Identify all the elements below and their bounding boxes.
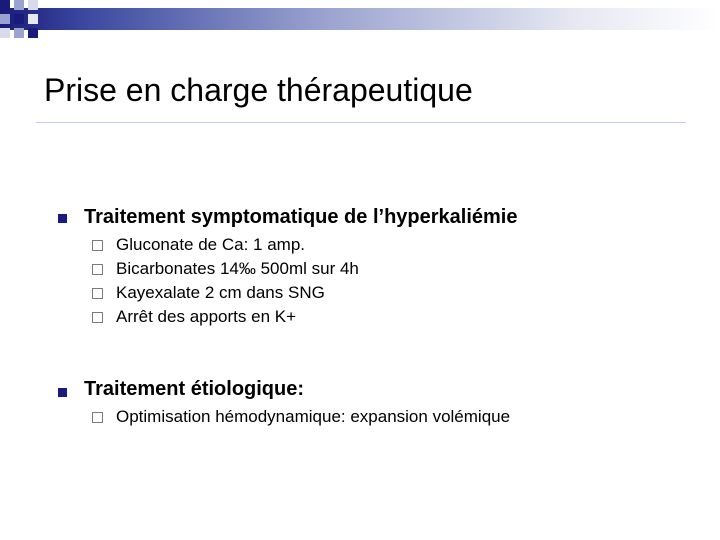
list-item: Arrêt des apports en K+ bbox=[116, 307, 297, 326]
checkbox-bullet-icon bbox=[92, 240, 103, 251]
checkbox-bullet-icon bbox=[92, 264, 103, 275]
list-item: Gluconate de Ca: 1 amp. bbox=[116, 235, 306, 254]
square-bullet-icon bbox=[58, 214, 67, 223]
list-item: Kayexalate 2 cm dans SNG bbox=[116, 283, 325, 302]
section-heading: Traitement étiologique: bbox=[84, 378, 305, 400]
square-bullet-icon bbox=[58, 388, 67, 397]
section-heading: Traitement symptomatique de l’hyperkaliémie bbox=[84, 206, 518, 228]
checkbox-bullet-icon bbox=[92, 312, 103, 323]
list-item: Bicarbonates 14‰ 500ml sur 4h bbox=[116, 259, 359, 278]
slide-title: Prise en charge thérapeutique bbox=[44, 72, 473, 108]
checkbox-bullet-icon bbox=[92, 412, 103, 423]
list-item: Optimisation hémodynamique: expansion volémique bbox=[116, 407, 511, 426]
checkbox-bullet-icon bbox=[92, 288, 103, 299]
